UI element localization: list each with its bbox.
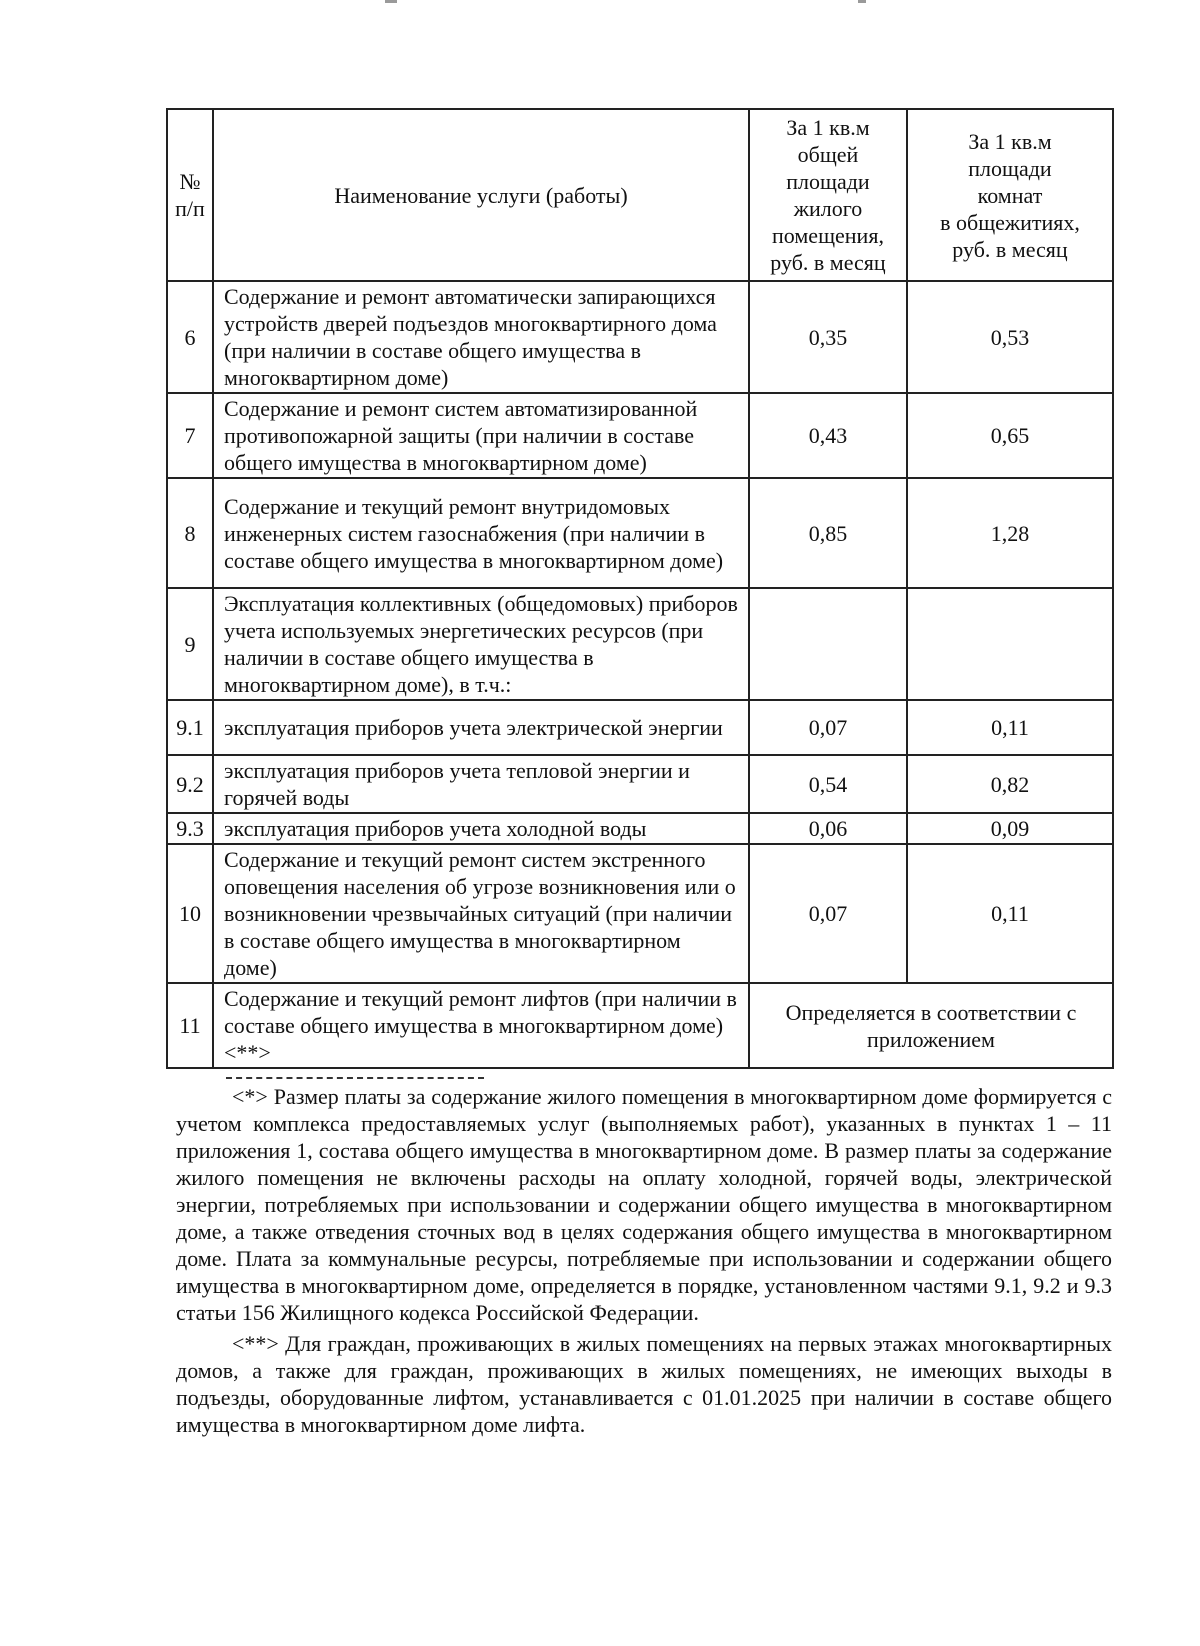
- row-rate-per-room-sqm: 0,09: [907, 813, 1113, 844]
- row-service-name: Содержание и текущий ремонт систем экстренного оповещения населения об угрозе возникновения или о возникновении чрезвычайных ситуаций (при наличии в составе общего имущества в многоквартирном доме): [213, 844, 749, 983]
- row-rate-per-sqm: 0,35: [749, 281, 907, 393]
- footnotes: [176, 1083, 1112, 1442]
- row-rate-per-room-sqm: 0,65: [907, 393, 1113, 478]
- footnote-2: <**> Для граждан, проживающих в жилых помещениях на первых этажах многоквартирных домов, а также для граждан, проживающих в жилых помещениях, не имеющих выходы в подъезды, оборудованные лифтом, устанавливается с 01.01.2025 при наличии в составе общего имущества в многоквартирном доме лифта.: [176, 1331, 1112, 1437]
- row-service-name: Содержание и ремонт автоматически запирающихся устройств дверей подъездов многоквартирного дома (при наличии в составе общего имущества в многоквартирном доме): [213, 281, 749, 393]
- footnote-separator: [226, 1077, 484, 1079]
- row-number: 9.1: [167, 700, 213, 755]
- row-rate-per-sqm: 0,85: [749, 478, 907, 588]
- row-number: 8: [167, 478, 213, 588]
- row-rate-per-sqm: 0,54: [749, 755, 907, 813]
- table-row: [167, 813, 1113, 844]
- footnote-1: <*> Размер платы за содержание жилого помещения в многоквартирном доме формируется с учетом комплекса предоставляемых услуг (выполняемых работ), указанных в пунктах 1 – 11 приложения 1, состава общего имущества в многоквартирном доме. В размер платы за содержание жилого помещения не включены расходы на оплату холодной, горячей воды, электрической энергии, потребляемых при использовании и содержании общего имущества в многоквартирном доме, а также отведения сточных вод в целях содержания общего имущества в многоквартирном доме. Плата за коммунальные ресурсы, потребляемые при использовании и содержании общего имущества в многоквартирном доме, определяется в порядке, установленном частями 9.1, 9.2 и 9.3 статьи 156 Жилищного кодекса Российской Федерации.: [176, 1084, 1112, 1325]
- rates-table: [166, 108, 1114, 1069]
- table-row: [167, 844, 1113, 983]
- row-number: 6: [167, 281, 213, 393]
- row-service-name: эксплуатация приборов учета электрической энергии: [213, 700, 749, 755]
- row-rate-per-sqm: 0,06: [749, 813, 907, 844]
- table-row: [167, 700, 1113, 755]
- scan-mark-top-left: [385, 0, 397, 3]
- row-service-name: Содержание и текущий ремонт лифтов (при наличии в составе общего имущества в многоквартирном доме) <**>: [213, 983, 749, 1068]
- row-number: 9.3: [167, 813, 213, 844]
- row-service-name: эксплуатация приборов учета тепловой энергии и горячей воды: [213, 755, 749, 813]
- row-rate-per-room-sqm: [907, 588, 1113, 700]
- row-number: 9.2: [167, 755, 213, 813]
- row-rate-per-sqm: 0,43: [749, 393, 907, 478]
- row-rate-per-room-sqm: 1,28: [907, 478, 1113, 588]
- table-row: [167, 588, 1113, 700]
- row-rate-per-sqm: [749, 588, 907, 700]
- header-rate-per-room-sqm: За 1 кв.м площади комнат в общежитиях, руб. в месяц: [907, 109, 1113, 281]
- row-number: 9: [167, 588, 213, 700]
- table-row: [167, 755, 1113, 813]
- row-rate-per-room-sqm: 0,11: [907, 844, 1113, 983]
- header-service-name: Наименование услуги (работы): [213, 109, 749, 281]
- row-number: 7: [167, 393, 213, 478]
- row-rate-merged-note: Определяется в соответствии с приложением: [749, 983, 1113, 1068]
- header-rate-per-sqm: За 1 кв.м общей площади жилого помещения, руб. в месяц: [749, 109, 907, 281]
- row-number: 11: [167, 983, 213, 1068]
- table-row: [167, 478, 1113, 588]
- row-service-name: Эксплуатация коллективных (общедомовых) приборов учета используемых энергетических ресурсов (при наличии в составе общего имущества в многоквартирном доме), в т.ч.:: [213, 588, 749, 700]
- header-number: № п/п: [167, 109, 213, 281]
- row-rate-per-room-sqm: 0,82: [907, 755, 1113, 813]
- table-row: [167, 393, 1113, 478]
- row-service-name: Содержание и текущий ремонт внутридомовых инженерных систем газоснабжения (при наличии в составе общего имущества в многоквартирном доме): [213, 478, 749, 588]
- scan-mark-top-right: [858, 0, 866, 3]
- row-service-name: Содержание и ремонт систем автоматизированной противопожарной защиты (при наличии в составе общего имущества в многоквартирном доме): [213, 393, 749, 478]
- row-rate-per-sqm: 0,07: [749, 700, 907, 755]
- row-service-name: эксплуатация приборов учета холодной воды: [213, 813, 749, 844]
- row-rate-per-sqm: 0,07: [749, 844, 907, 983]
- row-rate-per-room-sqm: 0,11: [907, 700, 1113, 755]
- table-header-row: [167, 109, 1113, 281]
- row-rate-per-room-sqm: 0,53: [907, 281, 1113, 393]
- row-number: 10: [167, 844, 213, 983]
- table-row: [167, 281, 1113, 393]
- table-row: [167, 983, 1113, 1068]
